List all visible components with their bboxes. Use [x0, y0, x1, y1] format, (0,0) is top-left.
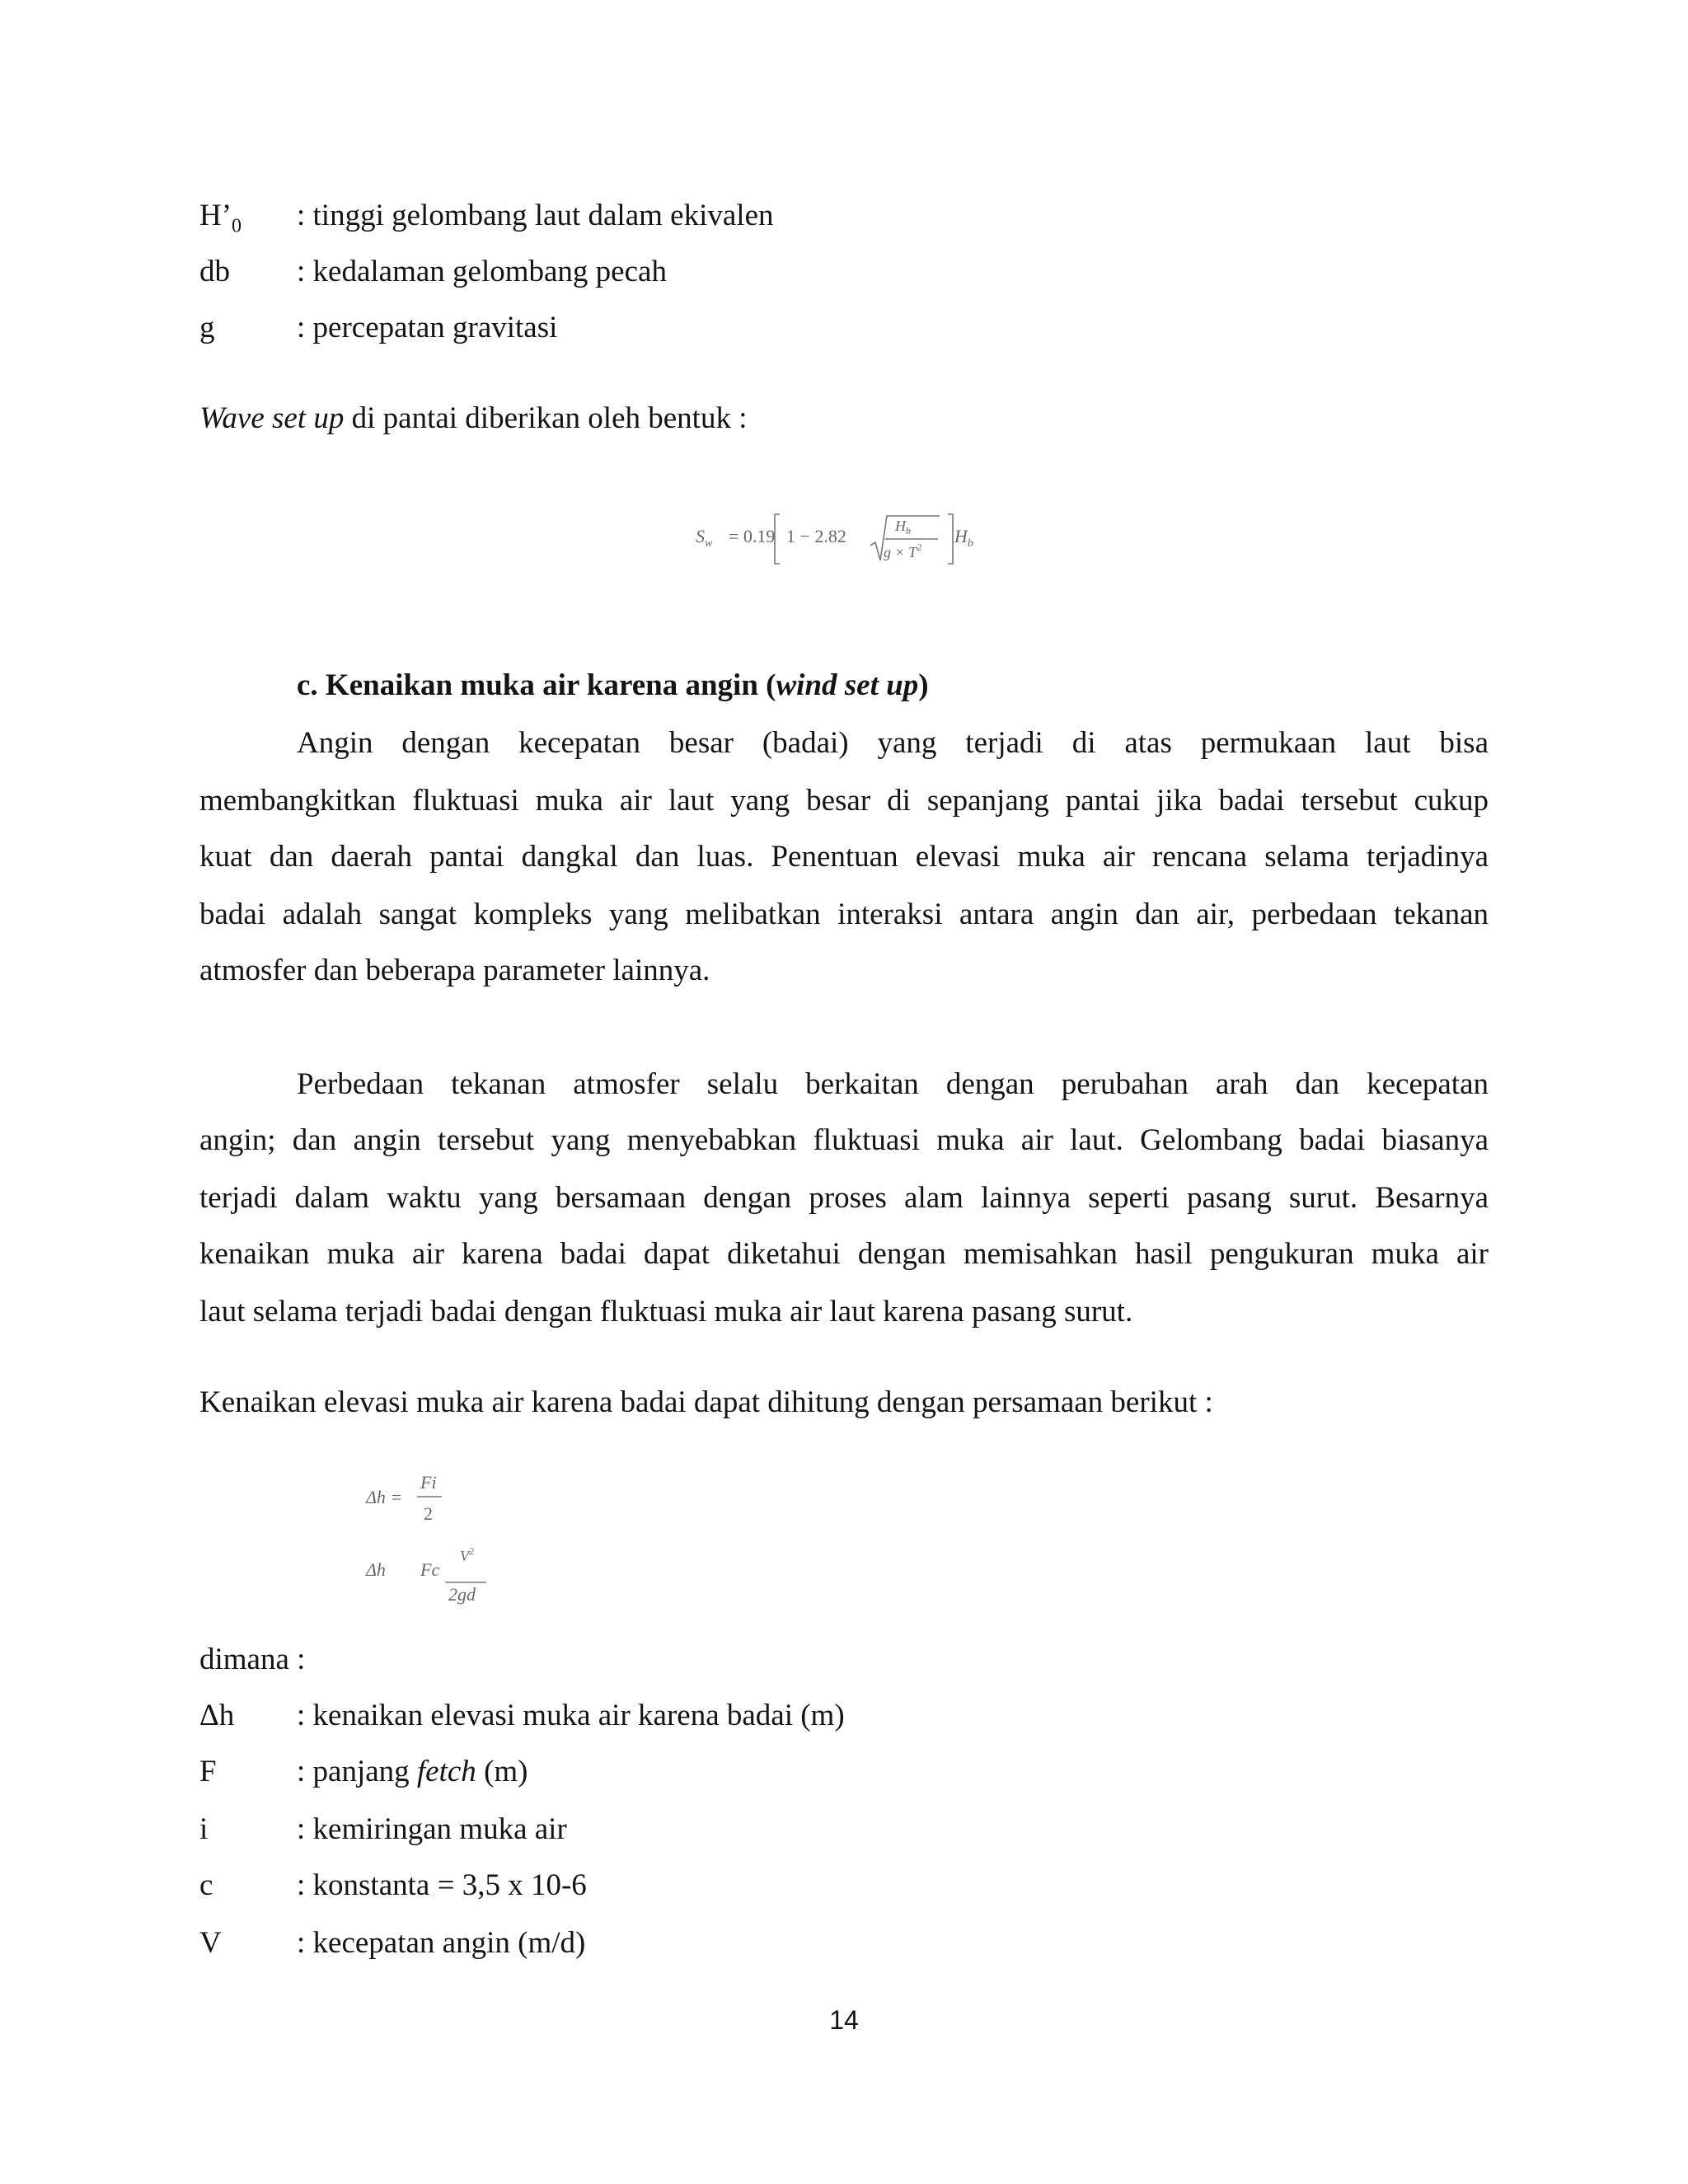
definition-row — [199, 198, 1518, 238]
eq2-mid: Fc — [420, 1559, 440, 1580]
definition-symbol: db — [199, 255, 230, 288]
definition-description: : kenaikan elevasi muka air karena badai (m) — [297, 1699, 845, 1732]
wind-setup-equations — [363, 1469, 528, 1617]
paragraph-line: kenaikan muka air karena badai dapat diketahui dengan memisahkan hasil pengukuran muka air — [199, 1237, 1489, 1271]
definition-symbol: Δh — [199, 1699, 235, 1732]
paragraph-line: laut selama terjadi badai dengan fluktuasi muka air laut karena pasang surut. — [199, 1295, 1133, 1329]
eq2-numerator: $V^2$ — [460, 1545, 474, 1564]
definition-row — [199, 1925, 1518, 1961]
definition-row — [199, 1811, 1518, 1848]
left-bracket — [775, 514, 780, 564]
definition-row — [199, 254, 1518, 290]
definition-row — [199, 1868, 1518, 1904]
definition-description: : tinggi gelombang laut dalam ekivalen — [297, 199, 774, 232]
definition-symbol: F — [199, 1755, 217, 1788]
eq2-lhs: Δh — [366, 1559, 386, 1580]
definition-description: : kecepatan angin (m/d) — [297, 1926, 586, 1960]
eq-tail: $H_b$ — [954, 526, 973, 550]
definition-row — [199, 1698, 1518, 1734]
eq1-lhs: Δh = — [366, 1487, 403, 1507]
paragraph-line: atmosfer dan beberapa parameter lainnya. — [199, 954, 710, 987]
paragraph-line: kuat dan daerah pantai dangkal dan luas. Penentuan elevasi muka air rencana selama terjadinya — [199, 840, 1489, 874]
definition-description: : panjang fetch (m) — [297, 1755, 528, 1788]
definition-row — [199, 1754, 1518, 1790]
definition-description: : kedalaman gelombang pecah — [297, 255, 667, 288]
definition-symbol: V — [199, 1926, 222, 1960]
wind-setup-equations-graphic — [363, 1469, 528, 1617]
right-bracket — [948, 514, 953, 564]
definition-description: : percepatan gravitasi — [297, 311, 558, 344]
paragraph-line: membangkitkan fluktuasi muka air laut yang besar di sepanjang pantai jika badai tersebut cukup — [199, 784, 1489, 818]
eq-coef: = 0.19 — [729, 526, 776, 546]
paragraph-line: Kenaikan elevasi muka air karena badai dapat dihitung dengan persamaan berikut : — [199, 1385, 1213, 1419]
dimana-label: dimana : — [199, 1643, 306, 1676]
paragraph-line: Perbedaan tekanan atmosfer selalu berkaitan dengan perubahan arah dan kecepatan — [297, 1067, 1489, 1101]
definition-symbol: g — [199, 311, 215, 344]
wave-setup-equation — [692, 504, 989, 570]
paragraph-line: angin; dan angin tersebut yang menyebabkan fluktuasi muka air laut. Gelombang badai biasanya — [199, 1123, 1489, 1157]
eq1-denominator: 2 — [424, 1503, 433, 1524]
wave-setup-intro: Wave set up di pantai diberikan oleh bentuk : — [199, 401, 748, 435]
eq-denominator: $g \times T^2$ — [884, 541, 922, 560]
page-number: 14 — [829, 2005, 859, 2035]
paragraph-line: terjadi dalam waktu yang bersamaan dengan proses alam lainnya seperti pasang surut. Besarnya — [199, 1181, 1489, 1215]
definition-symbol: c — [199, 1868, 213, 1902]
paragraph-line: badai adalah sangat kompleks yang melibatkan interaksi antara angin dan air, perbedaan tekanan — [199, 898, 1489, 931]
definition-description: : kemiringan muka air — [297, 1812, 567, 1846]
definition-symbol: i — [199, 1812, 209, 1846]
paragraph-line: Angin dengan kecepatan besar (badai) yang terjadi di atas permukaan laut bisa — [297, 726, 1489, 760]
eq1-numerator: Fi — [420, 1472, 437, 1493]
eq-lhs: $S_w$ — [696, 526, 713, 550]
definition-row — [199, 310, 1518, 346]
eq2-denominator: 2gd — [448, 1584, 476, 1605]
section-heading: c. Kenaikan muka air karena angin (wind set up) — [297, 668, 929, 702]
eq-numerator: $H_b$ — [895, 518, 911, 537]
definition-description: : konstanta = 3,5 x 10-6 — [297, 1868, 587, 1902]
wave-setup-equation-graphic — [692, 504, 989, 570]
eq-inner: 1 − 2.82 — [786, 526, 846, 546]
definition-symbol: $H’_0$ — [199, 199, 242, 237]
